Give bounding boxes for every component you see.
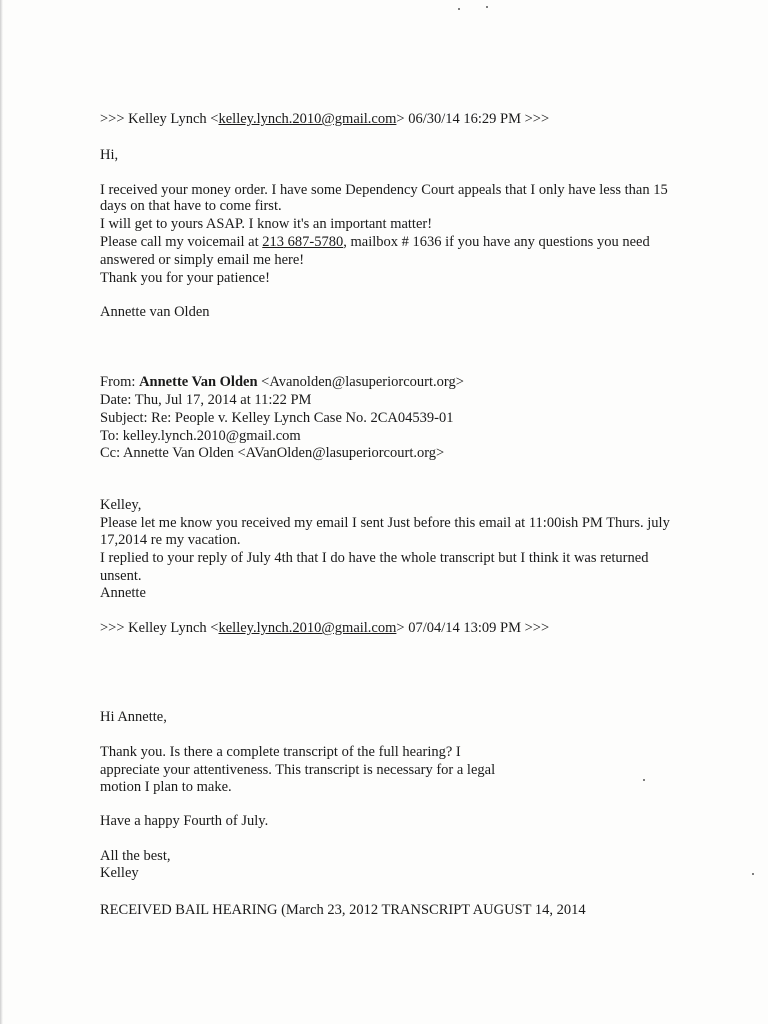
- header-suffix: > 06/30/14 16:29 PM >>>: [396, 111, 550, 127]
- scan-edge: [0, 0, 3, 1024]
- email1-body-line: answered or simply email me here!: [100, 252, 305, 268]
- email1-header: [100, 110, 549, 128]
- email1-body-line: I received your money order. I have some Dependency Court appeals that I only have less than 15: [100, 182, 668, 198]
- email2-signature: Annette: [100, 585, 146, 601]
- email1-body-line: days on that have to come first.: [100, 198, 282, 214]
- received-note: RECEIVED BAIL HEARING (March 23, 2012 TRANSCRIPT AUGUST 14, 2014: [100, 902, 586, 918]
- header-prefix: >>> Kelley Lynch <: [100, 111, 219, 127]
- email3-signature: Kelley: [100, 865, 139, 881]
- scan-speck: [458, 8, 460, 10]
- email1-body-line: I will get to yours ASAP. I know it's an important matter!: [100, 216, 433, 232]
- email2-body-line: I replied to your reply of July 4th that I do have the whole transcript but I think it was returned: [100, 550, 649, 566]
- scan-speck: [486, 6, 488, 8]
- email3-closing: All the best,: [100, 848, 171, 864]
- email3-greeting: Hi Annette,: [100, 709, 167, 725]
- email3-body-line: Have a happy Fourth of July.: [100, 813, 269, 829]
- email1-signature: Annette van Olden: [100, 304, 210, 320]
- from-name: Annette Van Olden: [139, 374, 258, 390]
- email2-greeting: Kelley,: [100, 497, 142, 513]
- email2-body-line: unsent.: [100, 568, 142, 584]
- email2-subject: Subject: Re: People v. Kelley Lynch Case No. 2CA04539-01: [100, 410, 454, 426]
- scan-speck: [643, 779, 645, 781]
- email3-body-line: motion I plan to make.: [100, 779, 232, 795]
- email1-greeting: Hi,: [100, 147, 119, 163]
- sender-email-link[interactable]: kelley.lynch.2010@gmail.com: [218, 620, 397, 636]
- email2-body-line: Please let me know you received my email I sent Just before this email at 11:00ish PM Thurs. july: [100, 515, 670, 531]
- email3-header: >>> Kelley Lynch <kelley.lynch.2010@gmail.com> 07/04/14 13:09 PM >>>: [100, 620, 550, 636]
- email1-body-line: Thank you for your patience!: [100, 270, 270, 286]
- phone-link[interactable]: 213 687-5780: [262, 234, 344, 250]
- email3-body-line: Thank you. Is there a complete transcript of the full hearing? I: [100, 744, 461, 760]
- email1-body-line: Please call my voicemail at 213 687-5780, mailbox # 1636 if you have any questions you need: [100, 234, 650, 250]
- email2-date: Date: Thu, Jul 17, 2014 at 11:22 PM: [100, 392, 312, 408]
- sender-email-link[interactable]: kelley.lynch.2010@gmail.com: [218, 111, 397, 127]
- email2-cc: Cc: Annette Van Olden <AVanOlden@lasuperiorcourt.org>: [100, 445, 445, 461]
- email2-body-line: 17,2014 re my vacation.: [100, 532, 241, 548]
- email2-from: From: Annette Van Olden <Avanolden@lasuperiorcourt.org>: [100, 374, 464, 390]
- email3-body-line: appreciate your attentiveness. This transcript is necessary for a legal: [100, 762, 496, 778]
- scan-speck: [752, 873, 754, 875]
- email2-to: To: kelley.lynch.2010@gmail.com: [100, 428, 301, 444]
